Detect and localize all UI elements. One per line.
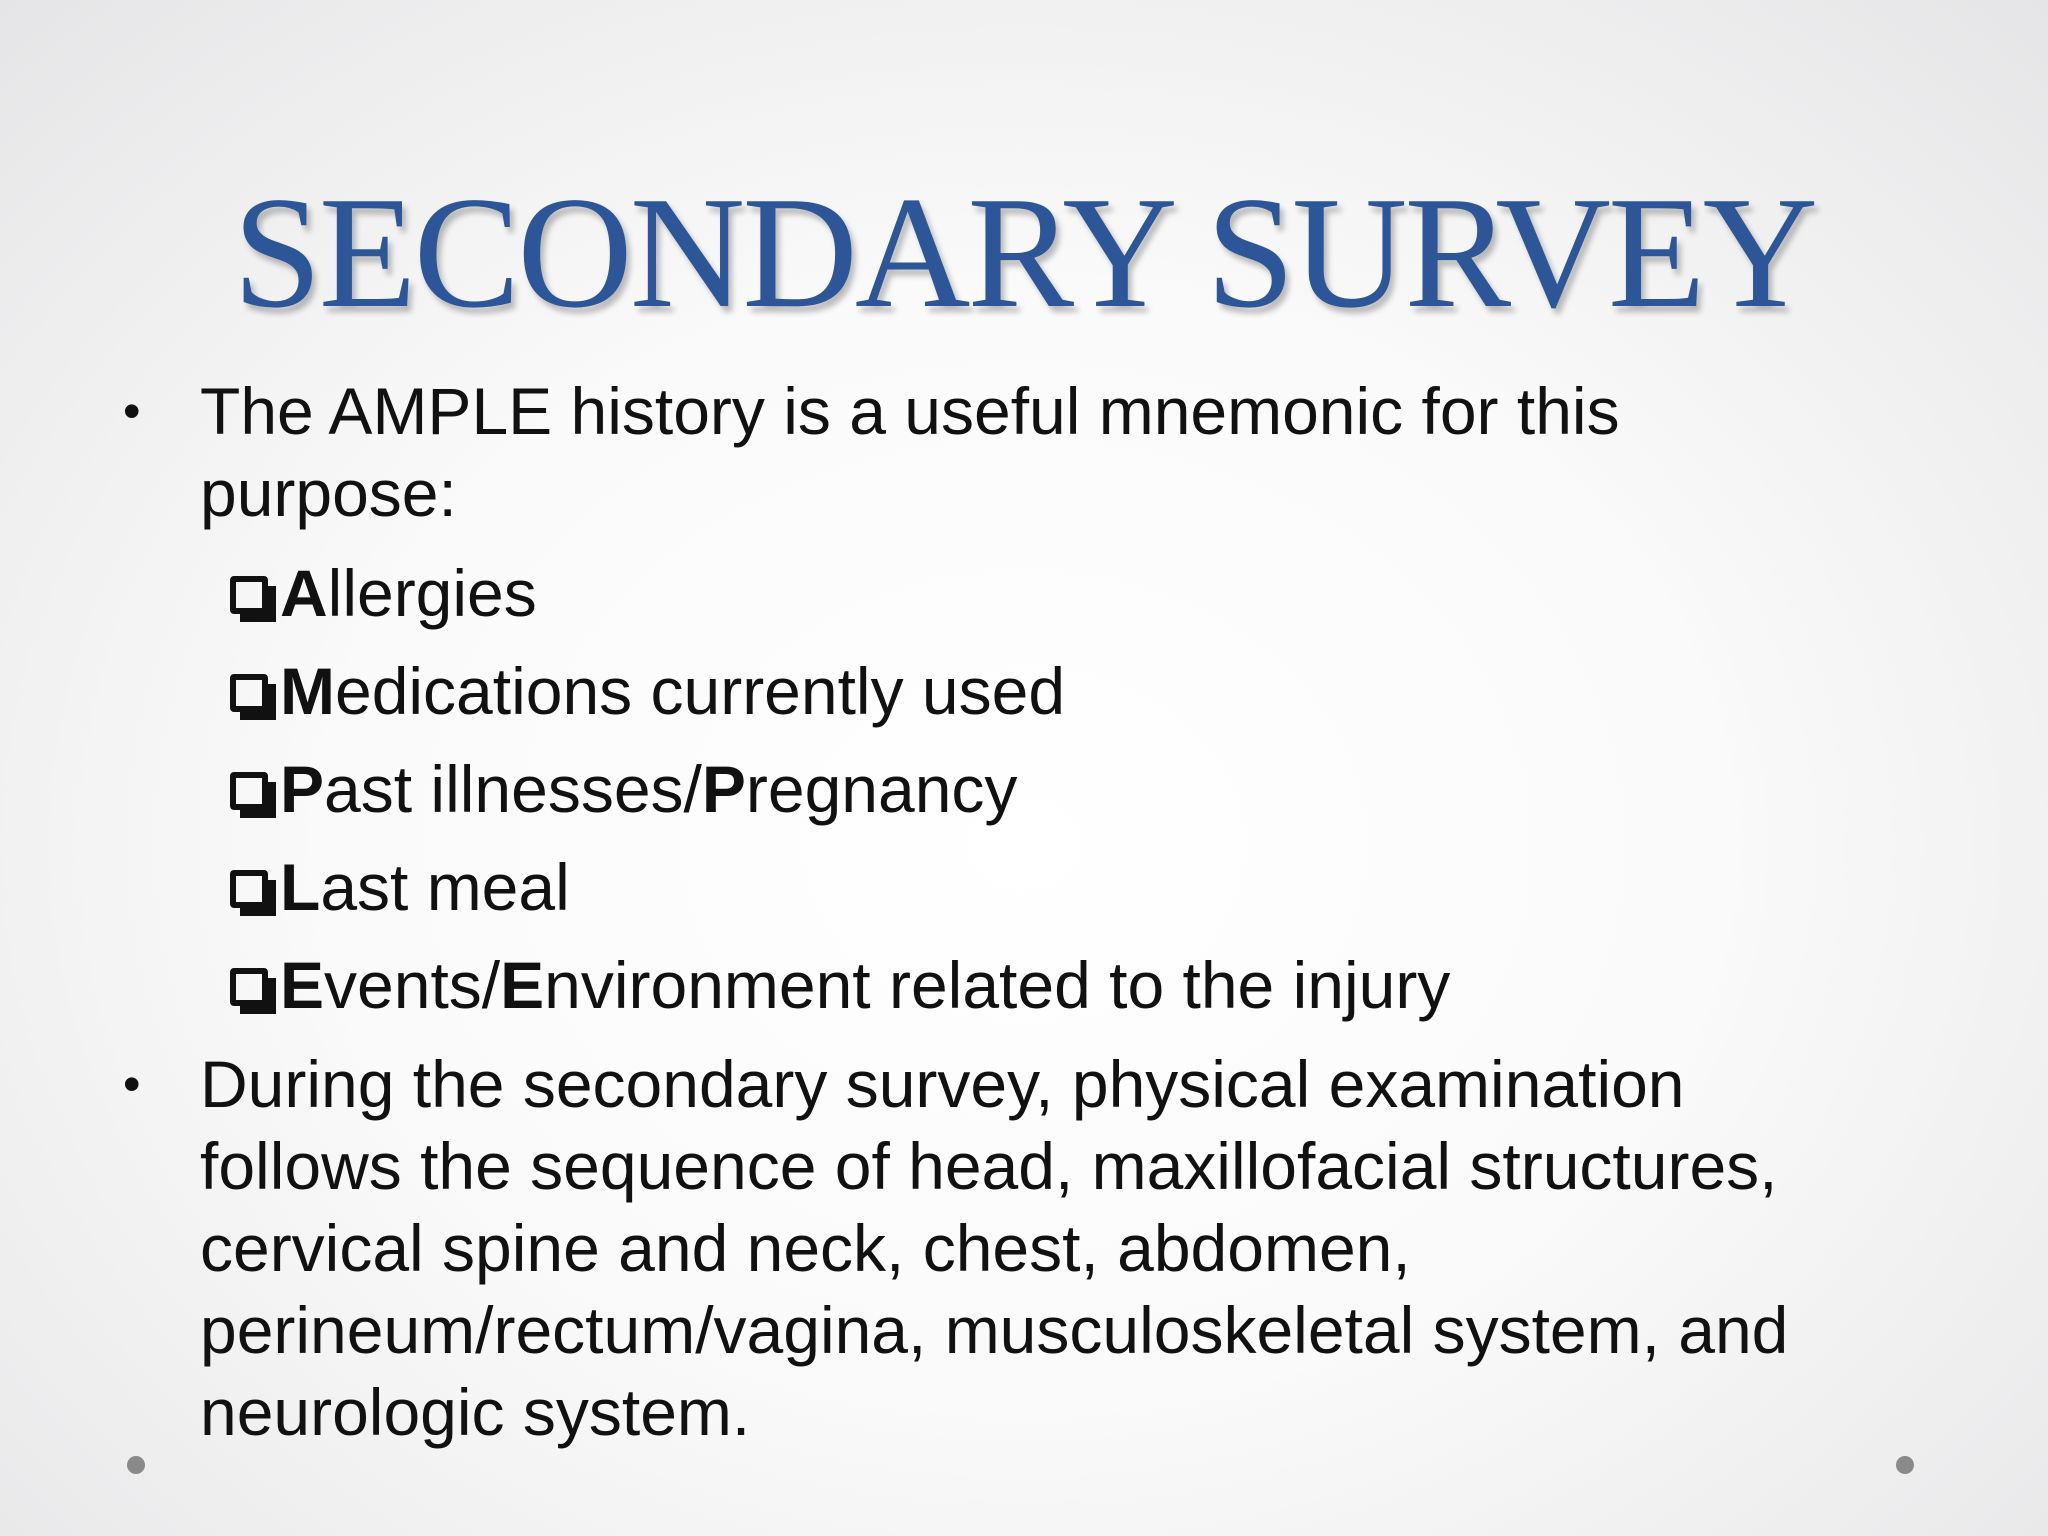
bullet-marker: • bbox=[123, 1056, 141, 1112]
mnemonic-letter: P bbox=[280, 752, 325, 826]
mnemonic-text: ast illnesses/ bbox=[324, 752, 702, 826]
mnemonic-item-text bbox=[280, 642, 1065, 740]
circle-icon bbox=[1896, 1456, 1914, 1474]
mnemonic-letter: E bbox=[500, 948, 545, 1022]
checkbox-icon bbox=[230, 870, 268, 908]
mnemonic-letter: L bbox=[280, 850, 321, 924]
mnemonic-item-text bbox=[280, 936, 1450, 1034]
mnemonic-item-text bbox=[280, 838, 570, 936]
mnemonic-item bbox=[230, 740, 1830, 838]
mnemonic-item bbox=[230, 544, 1830, 642]
mnemonic-letter: E bbox=[280, 948, 325, 1022]
circle-icon bbox=[127, 1456, 145, 1474]
ample-mnemonic-list bbox=[230, 544, 1830, 1034]
mnemonic-text: llergies bbox=[327, 556, 537, 630]
checkbox-icon bbox=[230, 968, 268, 1006]
mnemonic-item bbox=[230, 642, 1830, 740]
bullet-text: During the secondary survey, physical examination follows the sequence of head, maxillofacial structures, cervical spine and neck, chest, abdomen, perineum/rectum/vagina, musculoskeletal system, and neurologic system. bbox=[200, 1047, 1789, 1449]
bullet-marker: • bbox=[123, 383, 141, 439]
checkbox-icon bbox=[230, 576, 268, 614]
mnemonic-item-text bbox=[280, 740, 1017, 838]
slide-title: SECONDARY SURVEY bbox=[232, 163, 1816, 341]
checkbox-icon bbox=[230, 772, 268, 810]
mnemonic-text: nvironment related to the injury bbox=[544, 948, 1451, 1022]
mnemonic-item bbox=[230, 936, 1830, 1034]
mnemonic-text: regnancy bbox=[745, 752, 1018, 826]
mnemonic-text: ast meal bbox=[320, 850, 570, 924]
mnemonic-item bbox=[230, 838, 1830, 936]
checkbox-icon bbox=[230, 674, 268, 712]
mnemonic-text: edications currently used bbox=[334, 654, 1066, 728]
mnemonic-letter: A bbox=[280, 556, 328, 630]
bullet-text: The AMPLE history is a useful mnemonic for this purpose: bbox=[200, 374, 1620, 530]
mnemonic-letter: P bbox=[701, 752, 746, 826]
mnemonic-item-text bbox=[280, 544, 537, 642]
mnemonic-letter: M bbox=[280, 654, 335, 728]
mnemonic-text: vents/ bbox=[324, 948, 501, 1022]
